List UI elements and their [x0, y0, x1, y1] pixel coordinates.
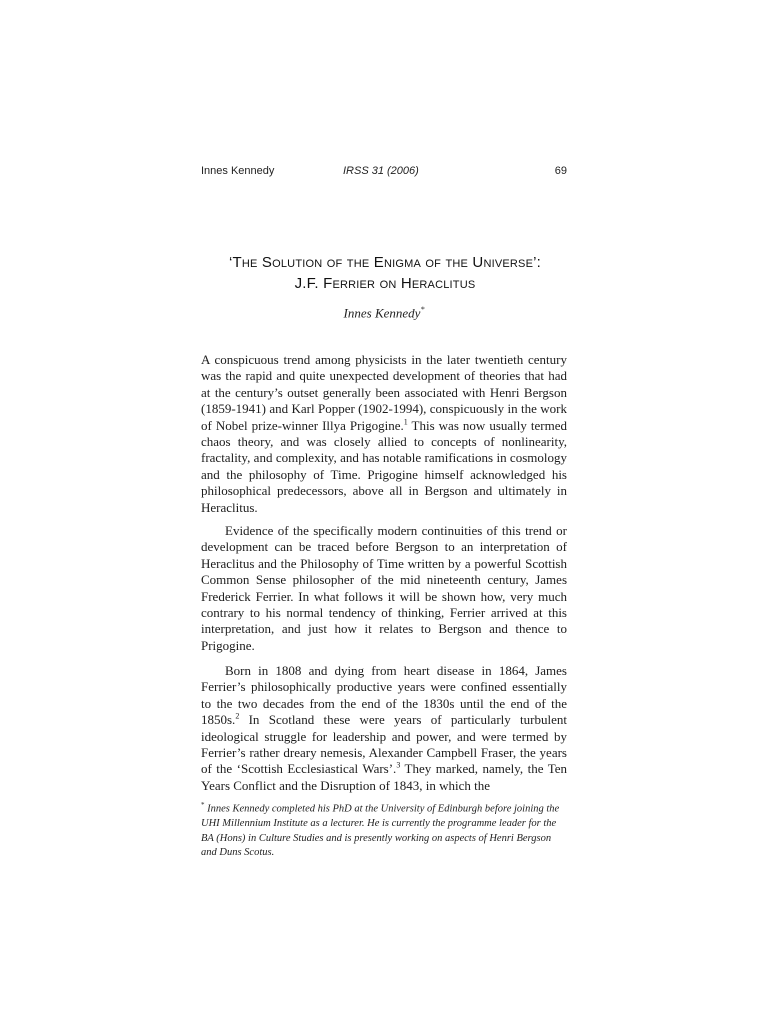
running-head-journal: IRSS 31 (2006)	[343, 165, 419, 177]
running-head	[201, 165, 567, 181]
paragraph-1-text-a: A conspicuous trend among physicists in the later twentieth century was the rapid and quite unexpected development of theories that had at the century’s outset generally been associated with Henri Bergson (1859-1941) and Karl Popper (1902-1994), conspicuously in the work of Nobel prize-winner Illya Prigogine.	[201, 352, 567, 433]
article-title-line-1: ‘The Solution of the Enigma of the Universe’:	[228, 254, 542, 271]
paragraph-1-text-b: This was now usually termed chaos theory, and was closely allied to concepts of nonlinearity, fractality, and complexity, and has notable ramifications in cosmology and the philosophy of Time. Prigogine himself acknowledged his philosophical predecessors, above all in Bergson and ultimately in Heraclitus.	[201, 417, 567, 515]
footnote-ref-1: 1	[403, 417, 408, 427]
paragraph-3	[201, 663, 567, 794]
page-number: 69	[554, 165, 567, 177]
footnote-ref-2: 2	[235, 711, 240, 721]
byline-footnote-marker: *	[420, 305, 425, 314]
byline-author: Innes Kennedy	[343, 305, 421, 321]
paragraph-3-text-c: They marked, namely, the Ten Years Conflict and the Disruption of 1843, in which the	[201, 761, 568, 793]
paragraph-3-text-a: Born in 1808 and dying from heart disease in 1864, James Ferrier’s philosophically productive years were confined essentially to the two decades from the end of the 1830s until the end of the 1850s.	[201, 663, 567, 728]
paragraph-1	[201, 352, 567, 516]
paragraph-2: Evidence of the specifically modern continuities of this trend or development can be traced before Bergson to an interpretation of Heraclitus and the Philosophy of Time written by a powerful Scottish Common Sense philosopher of the mid nineteenth century, James Frederick Ferrier. In what follows it will be shown how, very much contrary to his normal tendency of thinking, Ferrier arrived at this interpretation, and just how it relates to Bergson and thence to Prigogine.	[201, 523, 567, 653]
footnote-ref-3: 3	[396, 761, 401, 771]
article-title-line-2: J.F. Ferrier on Heraclitus	[294, 275, 476, 292]
running-head-author: Innes Kennedy	[201, 165, 275, 177]
byline	[201, 305, 567, 321]
paragraph-3-text-b: In Scotland these were years of particularly turbulent ideological struggle for leadership and power, and were termed by Ferrier’s rather dreary nemesis, Alexander Campbell Fraser, the years of the ‘Scottish Ecclesiastical Wars’.	[201, 712, 567, 777]
footnote-marker: *	[201, 801, 205, 809]
footnote-text: Innes Kennedy completed his PhD at the University of Edinburgh before joining the UHI Millennium Institute as a lecturer. He is currently the programme leader for the BA (Hons) in Culture Studies and is presently working on aspects of Henri Bergson and Duns Scotus.	[201, 803, 560, 858]
article-title	[190, 252, 580, 294]
author-footnote	[201, 798, 567, 861]
